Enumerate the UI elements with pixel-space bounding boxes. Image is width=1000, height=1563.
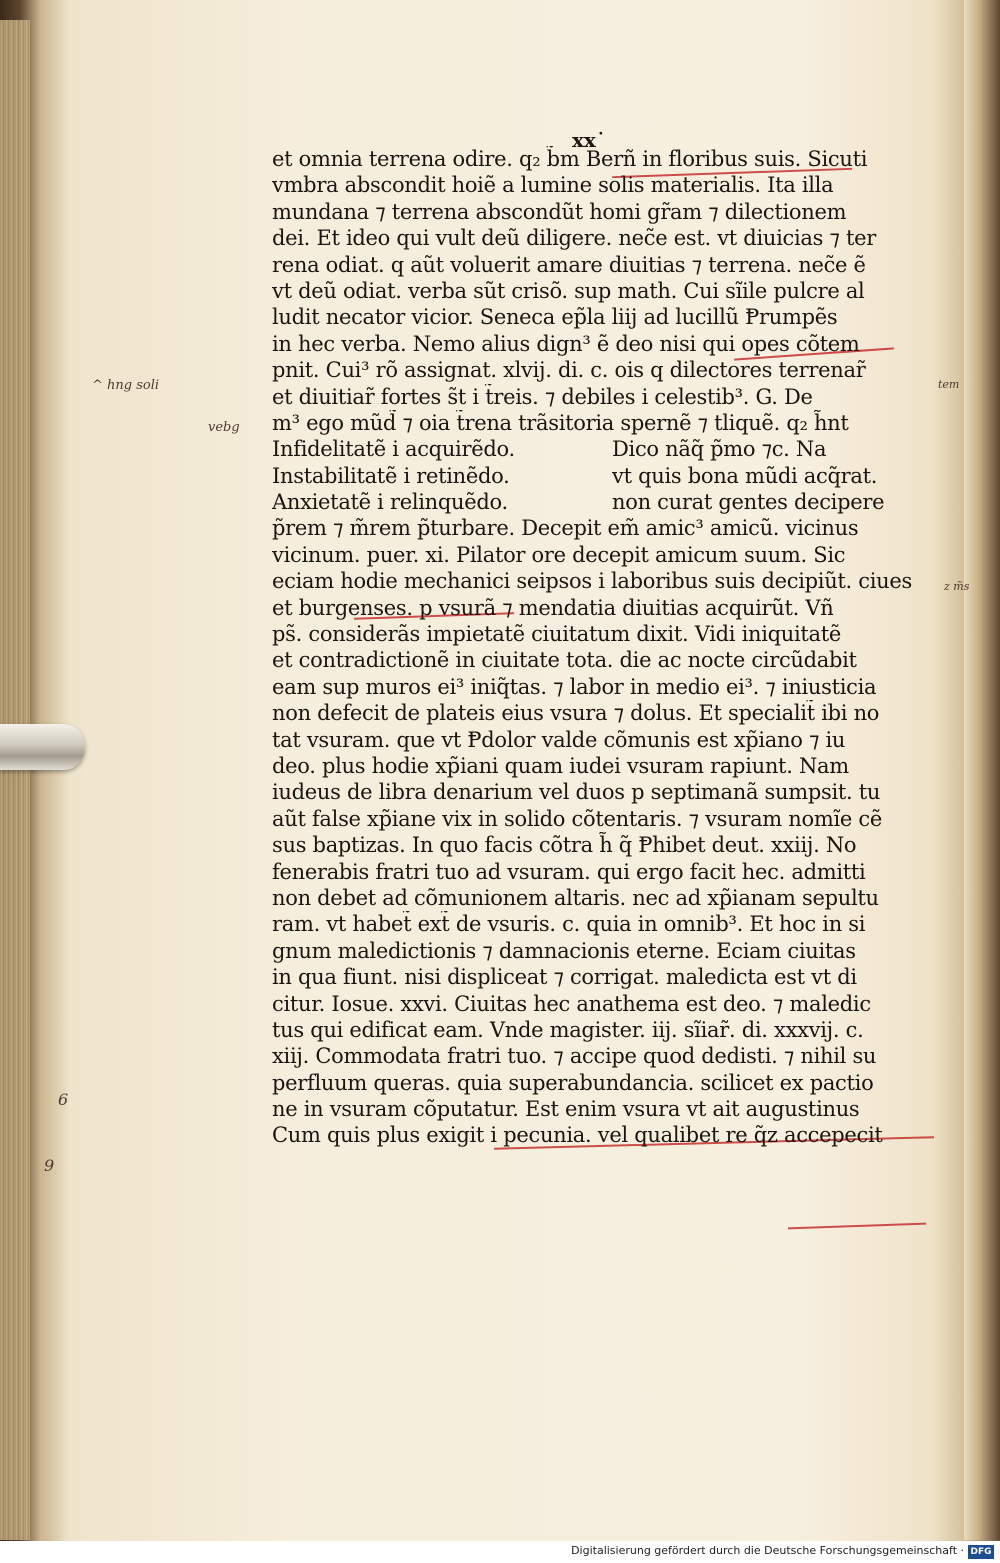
- text-line: aũt false xp̃iane vix in solido cõtentaris. ⁊ vsuram nomĩe cẽ: [272, 806, 882, 831]
- dfg-logo: DFG: [968, 1545, 994, 1559]
- marginal-note: ^ hng soli: [92, 378, 160, 393]
- text-line: ludit necator vicior. Seneca ep̃la liij ad lucillũ Ᵽrumpẽs: [272, 305, 838, 330]
- text-line: deo. plus hodie xp̃iani quam iudei vsuram rapiunt. Nam: [272, 753, 849, 778]
- text-line: sus baptizas. In quo facis cõtra h̃ q̃ Ᵽhibet deut. xxiij. No: [272, 833, 857, 858]
- marginal-note: 6: [58, 1090, 69, 1109]
- text-line: eam sup muros ei³ iniq̃tas. ⁊ labor in medio ei³. ⁊ iniusticia: [272, 674, 877, 699]
- column-right-item: Dico nãq̃ p̃mo ⁊c. Na: [612, 437, 827, 462]
- two-column-section: [272, 436, 932, 515]
- text-line: ram. vt habet̃ ext̃ de vsuris. c. quia in omnib³. Et hoc in si: [272, 912, 866, 937]
- column-row: [272, 463, 932, 489]
- text-line: tat vsuram. que vt Ᵽdolor valde cõmunis est xp̃iano ⁊ iu: [272, 727, 846, 752]
- text-lines-top: [272, 146, 932, 436]
- text-lines-bottom: [272, 515, 932, 1148]
- column-left-item: Anxietatẽ i relinquẽdo.: [272, 490, 508, 515]
- text-line: pnit. Cui³ rõ assignat. xlvij. di. c. ois q dilectores terrenar̃: [272, 358, 866, 383]
- bookmark-clip: [0, 724, 85, 770]
- text-line: citur. Iosue. xxvi. Ciuitas hec anathema est deo. ⁊ maledic: [272, 991, 871, 1016]
- text-line: non debet ad cõmunionem altaris. nec ad xp̃ianam sepultu: [272, 885, 879, 910]
- text-line: et omnia terrena odire. q₂ b̃m Berñ in floribus suis. Sicuti: [272, 147, 868, 171]
- text-line: in hec verba. Nemo alius dign³ ẽ deo nisi qui opes cõtem: [272, 331, 860, 356]
- text-line: perfluum queras. quia superabundancia. scilicet ex pactio: [272, 1070, 874, 1095]
- text-line: et contradictionẽ in ciuitate tota. die ac nocte circũdabit: [272, 648, 857, 673]
- marginal-note: vebg: [208, 420, 240, 435]
- text-line: gnum maledictionis ⁊ damnacionis eterne. Eciam ciuitas: [272, 938, 856, 963]
- marginal-note: 9: [44, 1156, 55, 1175]
- text-line: m³ ego mũd̃ ⁊ oia t̃rena trãsitoria spernẽ ⁊ tliquẽ. q₂ h̃nt: [272, 410, 849, 435]
- text-line: mundana ⁊ terrena abscondũt homi gr̃am ⁊ dilectionem: [272, 199, 847, 224]
- column-left-item: Infidelitatẽ i acquirẽdo.: [272, 437, 515, 462]
- marginal-note: tem: [938, 378, 960, 391]
- text-line: rena odiat. q aũt voluerit amare diuitias ⁊ terrena. nec̃e ẽ: [272, 252, 866, 277]
- text-line: xiij. Commodata fratri tuo. ⁊ accipe quod dedisti. ⁊ nihil su: [272, 1044, 877, 1069]
- text-line: Cum quis plus exigit i pecunia. vel qualibet re q̃z accepecit: [272, 1123, 883, 1148]
- text-block: [272, 146, 932, 1149]
- text-line: ps̃. considerãs impietatẽ ciuitatum dixit. Vidi iniquitatẽ: [272, 622, 842, 647]
- column-right-item: non curat gentes decipere: [612, 490, 885, 515]
- text-line: vt deũ odiat. verba sũt crisõ. sup math. Cui sĩile pulcre al: [272, 278, 865, 303]
- text-line: eciam hodie mechanici seipsos i laboribus suis decipiũt. ciues: [272, 569, 913, 594]
- text-line: vmbra abscondit hoiẽ a lumine solis materialis. Ita illa: [272, 173, 834, 198]
- text-line: ne in vsuram cõputatur. Est enim vsura vt ait augustinus: [272, 1097, 860, 1122]
- text-line: dei. Et ideo qui vult deũ diligere. nec̃e est. vt diuicias ⁊ ter: [272, 226, 876, 251]
- text-line: vicinum. puer. xi. Pilator ore decepit amicum suum. Sic: [272, 542, 846, 567]
- text-line: p̃rem ⁊ m̃rem p̃turbare. Decepit em̃ amic³ amicũ. vicinus: [272, 516, 859, 541]
- text-line: et burgenses. p vsurã ⁊ mendatia diuitias acquirũt. Vñ: [272, 595, 834, 620]
- footer-credit: Digitalisierung gefördert durch die Deutsche Forschungsgemeinschaft ·: [571, 1544, 964, 1557]
- marginal-note: z m̃s: [944, 580, 970, 593]
- column-right-item: vt quis bona mũdi acq̃rat.: [612, 463, 878, 488]
- text-line: et diuitiar̃ fortes s̃t i t̃reis. ⁊ debiles i celestib³. G. De: [272, 384, 813, 409]
- text-line: tus qui edificat eam. Vnde magister. iij. sĩiar̃. di. xxxvij. c.: [272, 1017, 864, 1042]
- folio-number: xx˙: [572, 128, 606, 152]
- left-page-edge: [0, 20, 30, 1540]
- text-line: non defecit de plateis eius vsura ⁊ dolus. Et specialit̃ ibi no: [272, 701, 880, 726]
- column-row: [272, 489, 932, 515]
- text-line: fenerabis fratri tuo ad vsuram. qui ergo facit hec. admitti: [272, 859, 866, 884]
- column-row: [272, 436, 932, 462]
- text-line: in qua fiunt. nisi displiceat ⁊ corrigat. maledicta est vt di: [272, 965, 857, 990]
- right-page-edge: [964, 0, 1000, 1540]
- text-line: iudeus de libra denarium vel duos p septimanã sumpsit. tu: [272, 780, 881, 805]
- column-left-item: Instabilitatẽ i retinẽdo.: [272, 463, 510, 488]
